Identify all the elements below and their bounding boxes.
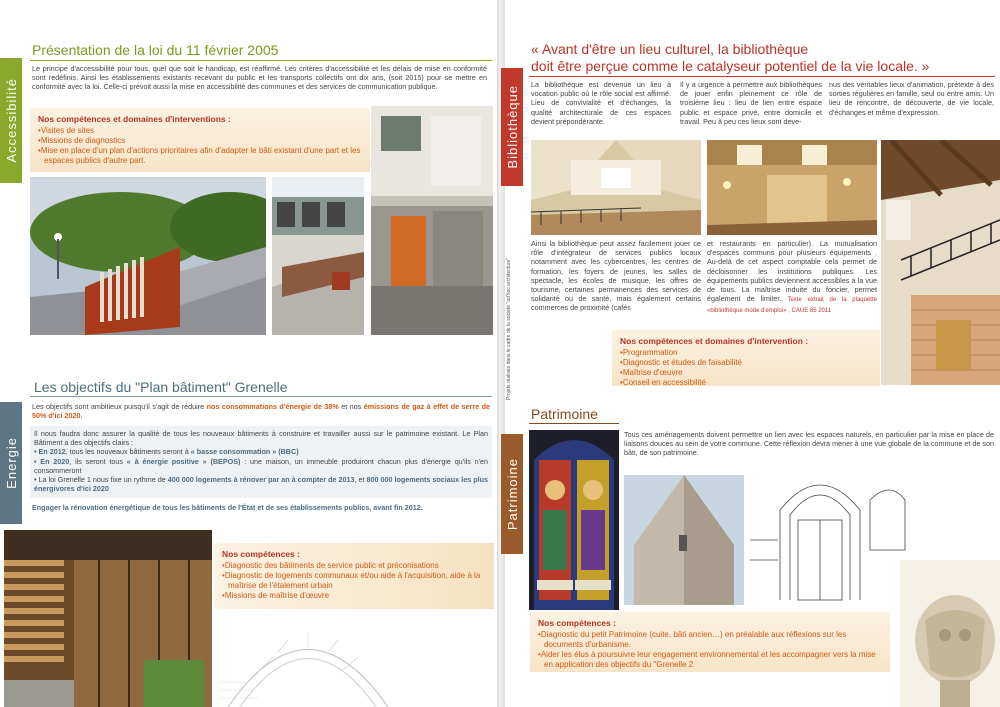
patrimoine-intro: Tous ces aménagements doivent permettre un lien avec les espaces naturels, en particulier par la mise en place de liaisons douces au sein de votre commune. Cette réflexion devra mener à une vue globale de la commune et de son bâti, de son patrimoine. — [624, 430, 994, 458]
list-item: • Diagnostic et études de faisabilité — [620, 358, 872, 368]
energie-intro: Les objectifs sont ambitieux puisqu'il s'agit de réduire nos consommations d'énergie de 38% et nos émissions de gaz à effet de serre de 50% d'ici 2020. — [32, 402, 490, 421]
energie-box-title: Nos compétences : — [222, 549, 300, 559]
bibliotheque-box-title: Nos compétences et domaines d'intervention : — [620, 336, 809, 346]
tab-accessibilite-label: Accessibilité — [3, 78, 19, 163]
photo-ramp-gate — [30, 177, 266, 335]
bibliotheque-competences-box — [612, 330, 880, 386]
accessibilite-title: Présentation de la loi du 11 février 2005 — [32, 42, 279, 58]
list-item: • Conseil en accessibilité — [620, 378, 872, 388]
list-item: • Diagnostic de logements communaux et/ou aide à l'acquisition, aide à la maîtrise de l'étalement urbain — [222, 571, 486, 591]
photo-stone-tower — [624, 475, 744, 605]
photo-building-ramp — [272, 177, 364, 335]
photo-wood-facade — [4, 530, 212, 707]
list-item: • Missions de diagnostics — [38, 136, 362, 146]
bibliotheque-credit: Projets réalisés dans le cadre de la société "ad'hoc architecture" — [506, 257, 512, 400]
energie-p2: Il nous faudra donc assurer la qualité de tous les nouveaux bâtiments à construire et travailler aussi sur le patrimoine existant. Le Plan Bâtiment a des objectifs clairs : — [34, 429, 488, 448]
sketch-portal — [750, 460, 910, 610]
tab-patrimoine-label: Patrimoine — [504, 457, 520, 531]
tab-bibliotheque — [501, 68, 523, 186]
energie-bullet-grenelle: • La loi Grenelle 1 nous fixe un rythme de 400 000 logements à rénover par an à compter de 2013, et 800 000 logements sociaux les plus énergivores d'ici 2020 — [34, 475, 488, 494]
list-item: • Mise en place d'un plan d'actions prioritaires afin d'adapter le bâti existant d'une part et les espaces publics d'autre part. — [38, 146, 362, 166]
energie-bullet-2012: • En 2012, tous les nouveaux bâtiments seront à « basse consommation » (BBC) — [34, 447, 299, 457]
tab-patrimoine — [501, 434, 523, 554]
bibliotheque-col3: nus des véritables lieux d'animation, prétexte à des sorties régulières en famille, seul ou entre amis. Un lieu de rencontre, de découverte, de vie locale, d'échanges et même d'expression. — [829, 80, 994, 117]
accessibilite-box-title: Nos compétences et domaines d'interventions : — [38, 114, 231, 124]
patrimoine-list — [538, 630, 882, 670]
list-item: • Diagnostic des bâtiments de service public et préconisations — [222, 561, 486, 571]
accessibilite-rule — [30, 60, 492, 61]
list-item: • Diagnostic du petit Patrimoine (cuite, bâti ancien…) en préalable aux réflexions sur les documents d'urbanisme. — [538, 630, 882, 650]
sketch-arch-energie — [218, 612, 398, 707]
list-item: • Aider les élus à poursuivre leur engagement environnemental et les accompagner vers la mise en application des objectifs du "Grenelle 2 — [538, 650, 882, 670]
list-item: • Visites de sites — [38, 126, 362, 136]
energie-plan-box — [30, 426, 492, 498]
list-item: • Missions de maîtrise d'œuvre — [222, 591, 486, 601]
bibliotheque-col5: et restaurants en particulier). La mutualisation d'espaces communs pour plusieurs équipements . Au-delà de cet aspect comptable cela permet de décloisonner les institutions publiques. Les équipements publics deviennent accessibles à la vue de tous. La maîtrise induite du foncier, permet également de limiter. Texte extrait de la plaquette «bibliothèque mode d'emploi» , CAUE 85 2011 — [707, 239, 877, 315]
bibliotheque-col4: Ainsi la bibliothèque peut assez facilement jouer ce rôle d'intégrateur de services publics locaux notamment avec les cybercentres, les centres de formation, les foyers de jeunes, les salles de spectacle, les écoles de musique, les offres de tourisme, certaines permanences des services de solidarité ou de santé, mais également certains commerces de proximité (cafés — [531, 239, 701, 313]
tab-energie — [0, 402, 22, 524]
bibliotheque-list — [620, 348, 872, 388]
bibliotheque-rule — [529, 76, 995, 77]
photo-carved-capital — [900, 560, 1000, 707]
energie-list — [222, 561, 486, 601]
photo-library-room — [707, 140, 877, 235]
patrimoine-box-title: Nos compétences : — [538, 618, 616, 628]
photo-library-attic — [531, 140, 701, 235]
list-item: • Programmation — [620, 348, 872, 358]
energie-title: Les objectifs du "Plan bâtiment" Grenelle — [34, 379, 288, 395]
accessibilite-list — [38, 126, 362, 166]
accessibilite-intro: Le principe d'accessibilité pour tous, quel que soit le handicap, est réaffirmé. Les critères d'accessibilité et les délais de mise en conformité sont redéfinis. Ainsi les établissements existants recevant du public et les transports collectifs ont dix ans, (soit 2015) pour se mettre en conformité avec la loi. Celle-ci prévoit aussi la mise en accessibilité des communes et des services de communication publique. — [32, 64, 487, 92]
patrimoine-competences-box — [530, 612, 890, 672]
energie-closing: Engager la rénovation énergétique de tous les bâtiments de l'État et de ses établissements publics, avant fin 2012. — [32, 503, 423, 512]
bibliotheque-quote: « Avant d'être un lieu culturel, la bibliothèque doit être perçue comme le catalyseur potentiel de la vie locale. » — [531, 41, 930, 74]
patrimoine-rule — [529, 423, 619, 424]
energie-rule — [30, 396, 492, 397]
energie-bullet-2020: • En 2020, ils seront tous « à énergie positive » (BEPOS) : une maison, un immeuble produiront chacun plus d'énergie qu'ils n'en consommeront — [34, 456, 489, 475]
tab-energie-label: Energie — [3, 437, 19, 489]
energie-competences-box — [214, 543, 494, 609]
accessibilite-competences-box — [30, 108, 370, 172]
photo-colored-walls — [371, 106, 493, 335]
patrimoine-title: Patrimoine — [531, 406, 598, 422]
photo-library-stairs — [881, 140, 1000, 385]
bibliotheque-col2: Il y a urgence à permettre aux bibliothèques de jouer enfin pleinement ce rôle de troisième lieu : lieu de lien entre espace public et espace privé, entre domicile et travail. Peu à peu ces lieux sont deve- — [680, 80, 822, 126]
photo-stained-glass — [529, 430, 619, 610]
tab-accessibilite — [0, 58, 22, 183]
tab-bibliotheque-label: Bibliothèque — [504, 85, 520, 169]
bibliotheque-col1: La bibliothèque est devenue un lieu à vocation public où le rôle social est affirmé. Lieu de convivialité et d'échanges, la qualité architecturale de ces espaces devient prépondérante. — [531, 80, 671, 126]
list-item: • Maîtrise d'œuvre — [620, 368, 872, 378]
